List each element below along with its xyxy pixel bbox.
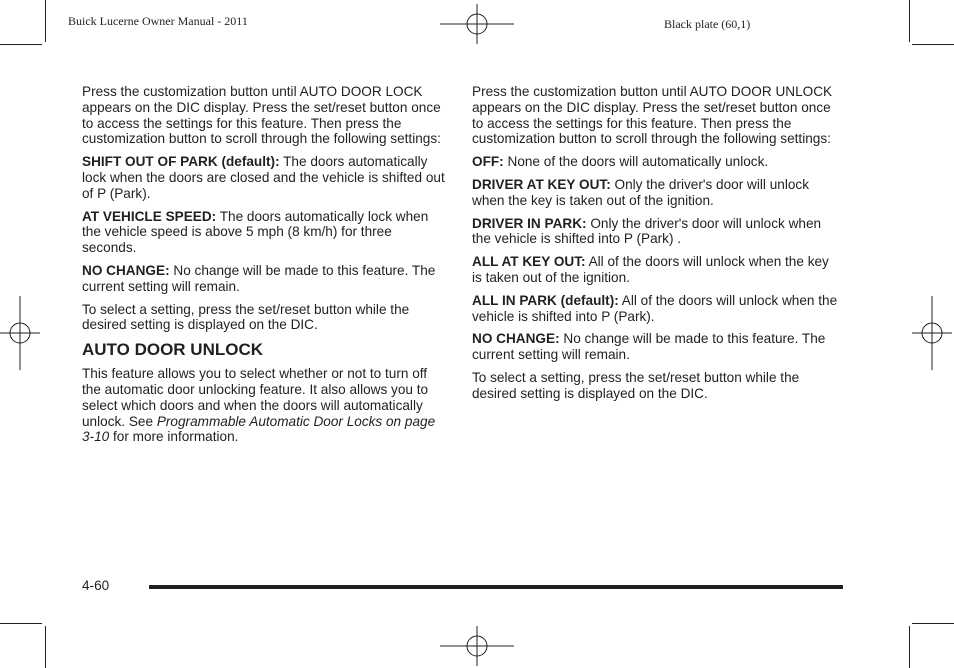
crop-mark-top-right-v <box>909 0 910 42</box>
left-column <box>82 84 448 452</box>
footer-rule <box>149 585 843 589</box>
option-text: None of the doors will automatically unlock. <box>507 154 769 170</box>
section-paragraph <box>82 366 448 445</box>
registration-mark-right <box>912 296 952 370</box>
option-text: All of the doors will unlock when the key is taken out of the ignition. <box>472 254 829 285</box>
option-paragraph <box>472 331 842 363</box>
option-text: Only the driver's door will unlock when the vehicle is shifted into P (Park) . <box>472 215 822 247</box>
option-term: SHIFT OUT OF PARK (default): <box>82 154 280 170</box>
option-paragraph <box>82 154 448 201</box>
option-paragraph <box>472 293 842 325</box>
crop-mark-top-left-h <box>0 44 42 45</box>
option-paragraph <box>82 263 448 295</box>
option-paragraph <box>82 209 448 256</box>
crop-mark-top-left-v <box>45 0 46 42</box>
option-paragraph <box>472 154 842 170</box>
closing-paragraph: To select a setting, press the set/reset button while the desired setting is displayed on the DIC. <box>472 369 800 401</box>
manual-title: Buick Lucerne Owner Manual - 2011 <box>68 14 248 28</box>
option-term: DRIVER AT KEY OUT: <box>472 176 611 192</box>
option-term: OFF: <box>472 154 504 170</box>
option-text: No change will be made to this feature. The current setting will remain. <box>472 331 826 363</box>
section-heading: AUTO DOOR UNLOCK <box>82 340 264 360</box>
option-text: The doors automatically lock when the vehicle speed is above 5 mph (8 km/h) for three seconds. <box>82 208 429 256</box>
option-paragraph <box>472 254 842 286</box>
option-text: Only the driver's door will unlock when the key is taken out of the ignition. <box>472 176 809 208</box>
right-column <box>472 84 842 409</box>
auto-door-unlock-intro: Press the customization button until AUTO DOOR UNLOCK appears on the DIC display. Press the set/reset button once to access the settings for this feature. Then press the customization button to scroll through the following settings: <box>472 84 833 147</box>
option-term: ALL AT KEY OUT: <box>472 254 586 270</box>
option-paragraph <box>472 216 842 248</box>
auto-door-lock-intro: Press the customization button until AUTO DOOR LOCK appears on the DIC display. Press the set/reset button once to access the settings for this feature. Then press the customization button to scroll through the following settings: <box>82 84 441 147</box>
page-number: 4-60 <box>82 578 110 593</box>
crop-mark-bottom-left-h <box>0 623 42 624</box>
cross-reference-link[interactable]: Programmable Automatic Door Locks on page 3-10 <box>82 413 436 445</box>
crop-mark-top-right-h <box>912 44 954 45</box>
option-term: ALL IN PARK (default): <box>472 292 619 308</box>
option-term: AT VEHICLE SPEED: <box>82 208 217 224</box>
option-text: All of the doors will unlock when the vehicle is shifted into P (Park). <box>472 292 838 324</box>
registration-mark-left <box>0 296 40 370</box>
option-paragraph <box>472 177 842 209</box>
crop-mark-bottom-left-v <box>45 626 46 668</box>
registration-mark-bottom <box>440 626 514 666</box>
option-term: NO CHANGE: <box>472 331 560 347</box>
section-text-after: for more information. <box>113 429 239 445</box>
crop-mark-bottom-right-h <box>912 623 954 624</box>
option-text: The doors automatically lock when the doors are closed and the vehicle is shifted out of P (Park). <box>82 154 445 201</box>
registration-mark-top <box>440 4 514 44</box>
plate-label: Black plate (60,1) <box>664 17 751 31</box>
crop-mark-bottom-right-v <box>909 626 910 668</box>
option-term: DRIVER IN PARK: <box>472 215 587 231</box>
closing-paragraph: To select a setting, press the set/reset button while the desired setting is displayed on the DIC. <box>82 301 410 333</box>
option-text: No change will be made to this feature. The current setting will remain. <box>82 262 436 294</box>
section-text-before: This feature allows you to select whether or not to turn off the automatic door unlocking feature. It also allows you to select which doors and when the doors will automatically unlock. See <box>82 366 429 429</box>
option-term: NO CHANGE: <box>82 262 170 278</box>
